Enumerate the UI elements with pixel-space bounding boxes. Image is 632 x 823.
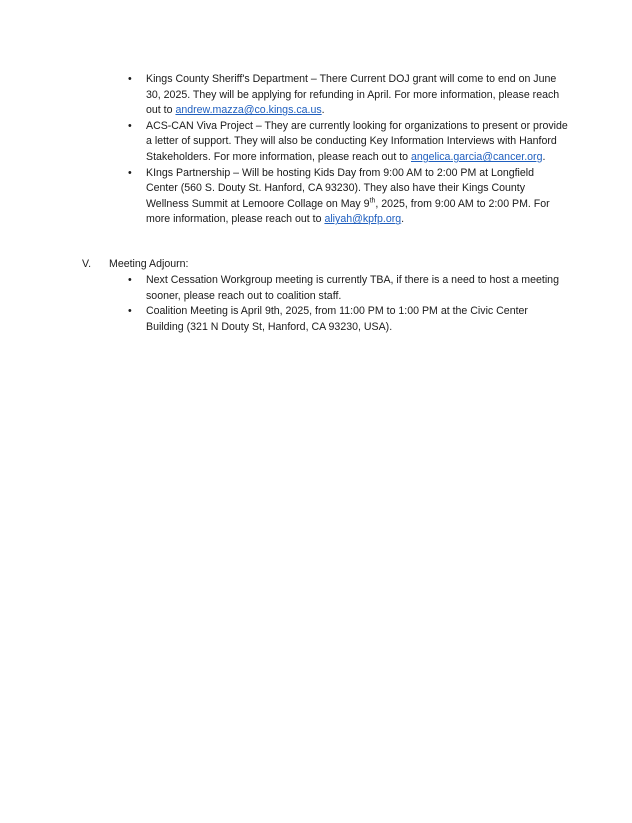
list-item (128, 304, 568, 335)
ordinal-suffix: th (369, 197, 376, 205)
adjourn-list (128, 273, 568, 335)
item-text: Coalition Meeting is April 9th, 2025, from 11:00 PM to 1:00 PM at the Civic Center Building (321 N Douty St, Hanford, CA 93230, USA). (146, 305, 528, 333)
bullet-icon: • (128, 166, 132, 179)
item-text-cont: , 2025, from 9:00 AM to 2:00 PM. For more information, please reach out to (146, 197, 550, 226)
item-text: Kings County Sheriff's Department – There Current DOJ grant will come to end on June 30, 2025. They will be applying for refunding in April. For more information, please reach out to (146, 73, 560, 117)
section-heading (82, 257, 189, 273)
item-text-end: . (542, 150, 546, 163)
list-item (128, 166, 568, 228)
bullet-icon: • (128, 274, 132, 286)
item-text-end: . (321, 104, 325, 117)
bullet-icon: • (128, 73, 132, 85)
agency-updates-list (128, 72, 568, 228)
list-item (128, 119, 568, 166)
item-text: ACS-CAN Viva Project – They are currently looking for organizations to present or provide a letter of support. They will also be conducting Key Information Interviews with Hanford Stakeholders. For more information, please reach out to (146, 119, 568, 163)
bullet-icon: • (128, 305, 132, 318)
item-text-end: . (401, 213, 405, 226)
list-item (128, 273, 568, 304)
section-number: V. (82, 258, 92, 270)
item-text: Next Cessation Workgroup meeting is currently TBA, if there is a need to host a meeting sooner, please reach out to coalition staff. (146, 274, 559, 302)
email-link[interactable]: aliyah@kpfp.org (324, 213, 402, 226)
list-item (128, 72, 568, 119)
item-text: KIngs Partnership – Will be hosting Kids Day from 9:00 AM to 2:00 PM at Longfield Center (560 S. Douty St. Hanford, CA 93230). They also have their Kings County Wellness Summit at Lemoore Collage on May 9 (146, 166, 535, 210)
email-link[interactable]: angelica.garcia@cancer.org (410, 150, 543, 163)
email-link[interactable]: andrew.mazza@co.kings.ca.us (175, 104, 322, 117)
section-title: Meeting Adjourn: (109, 258, 189, 270)
bullet-icon: • (128, 119, 132, 132)
